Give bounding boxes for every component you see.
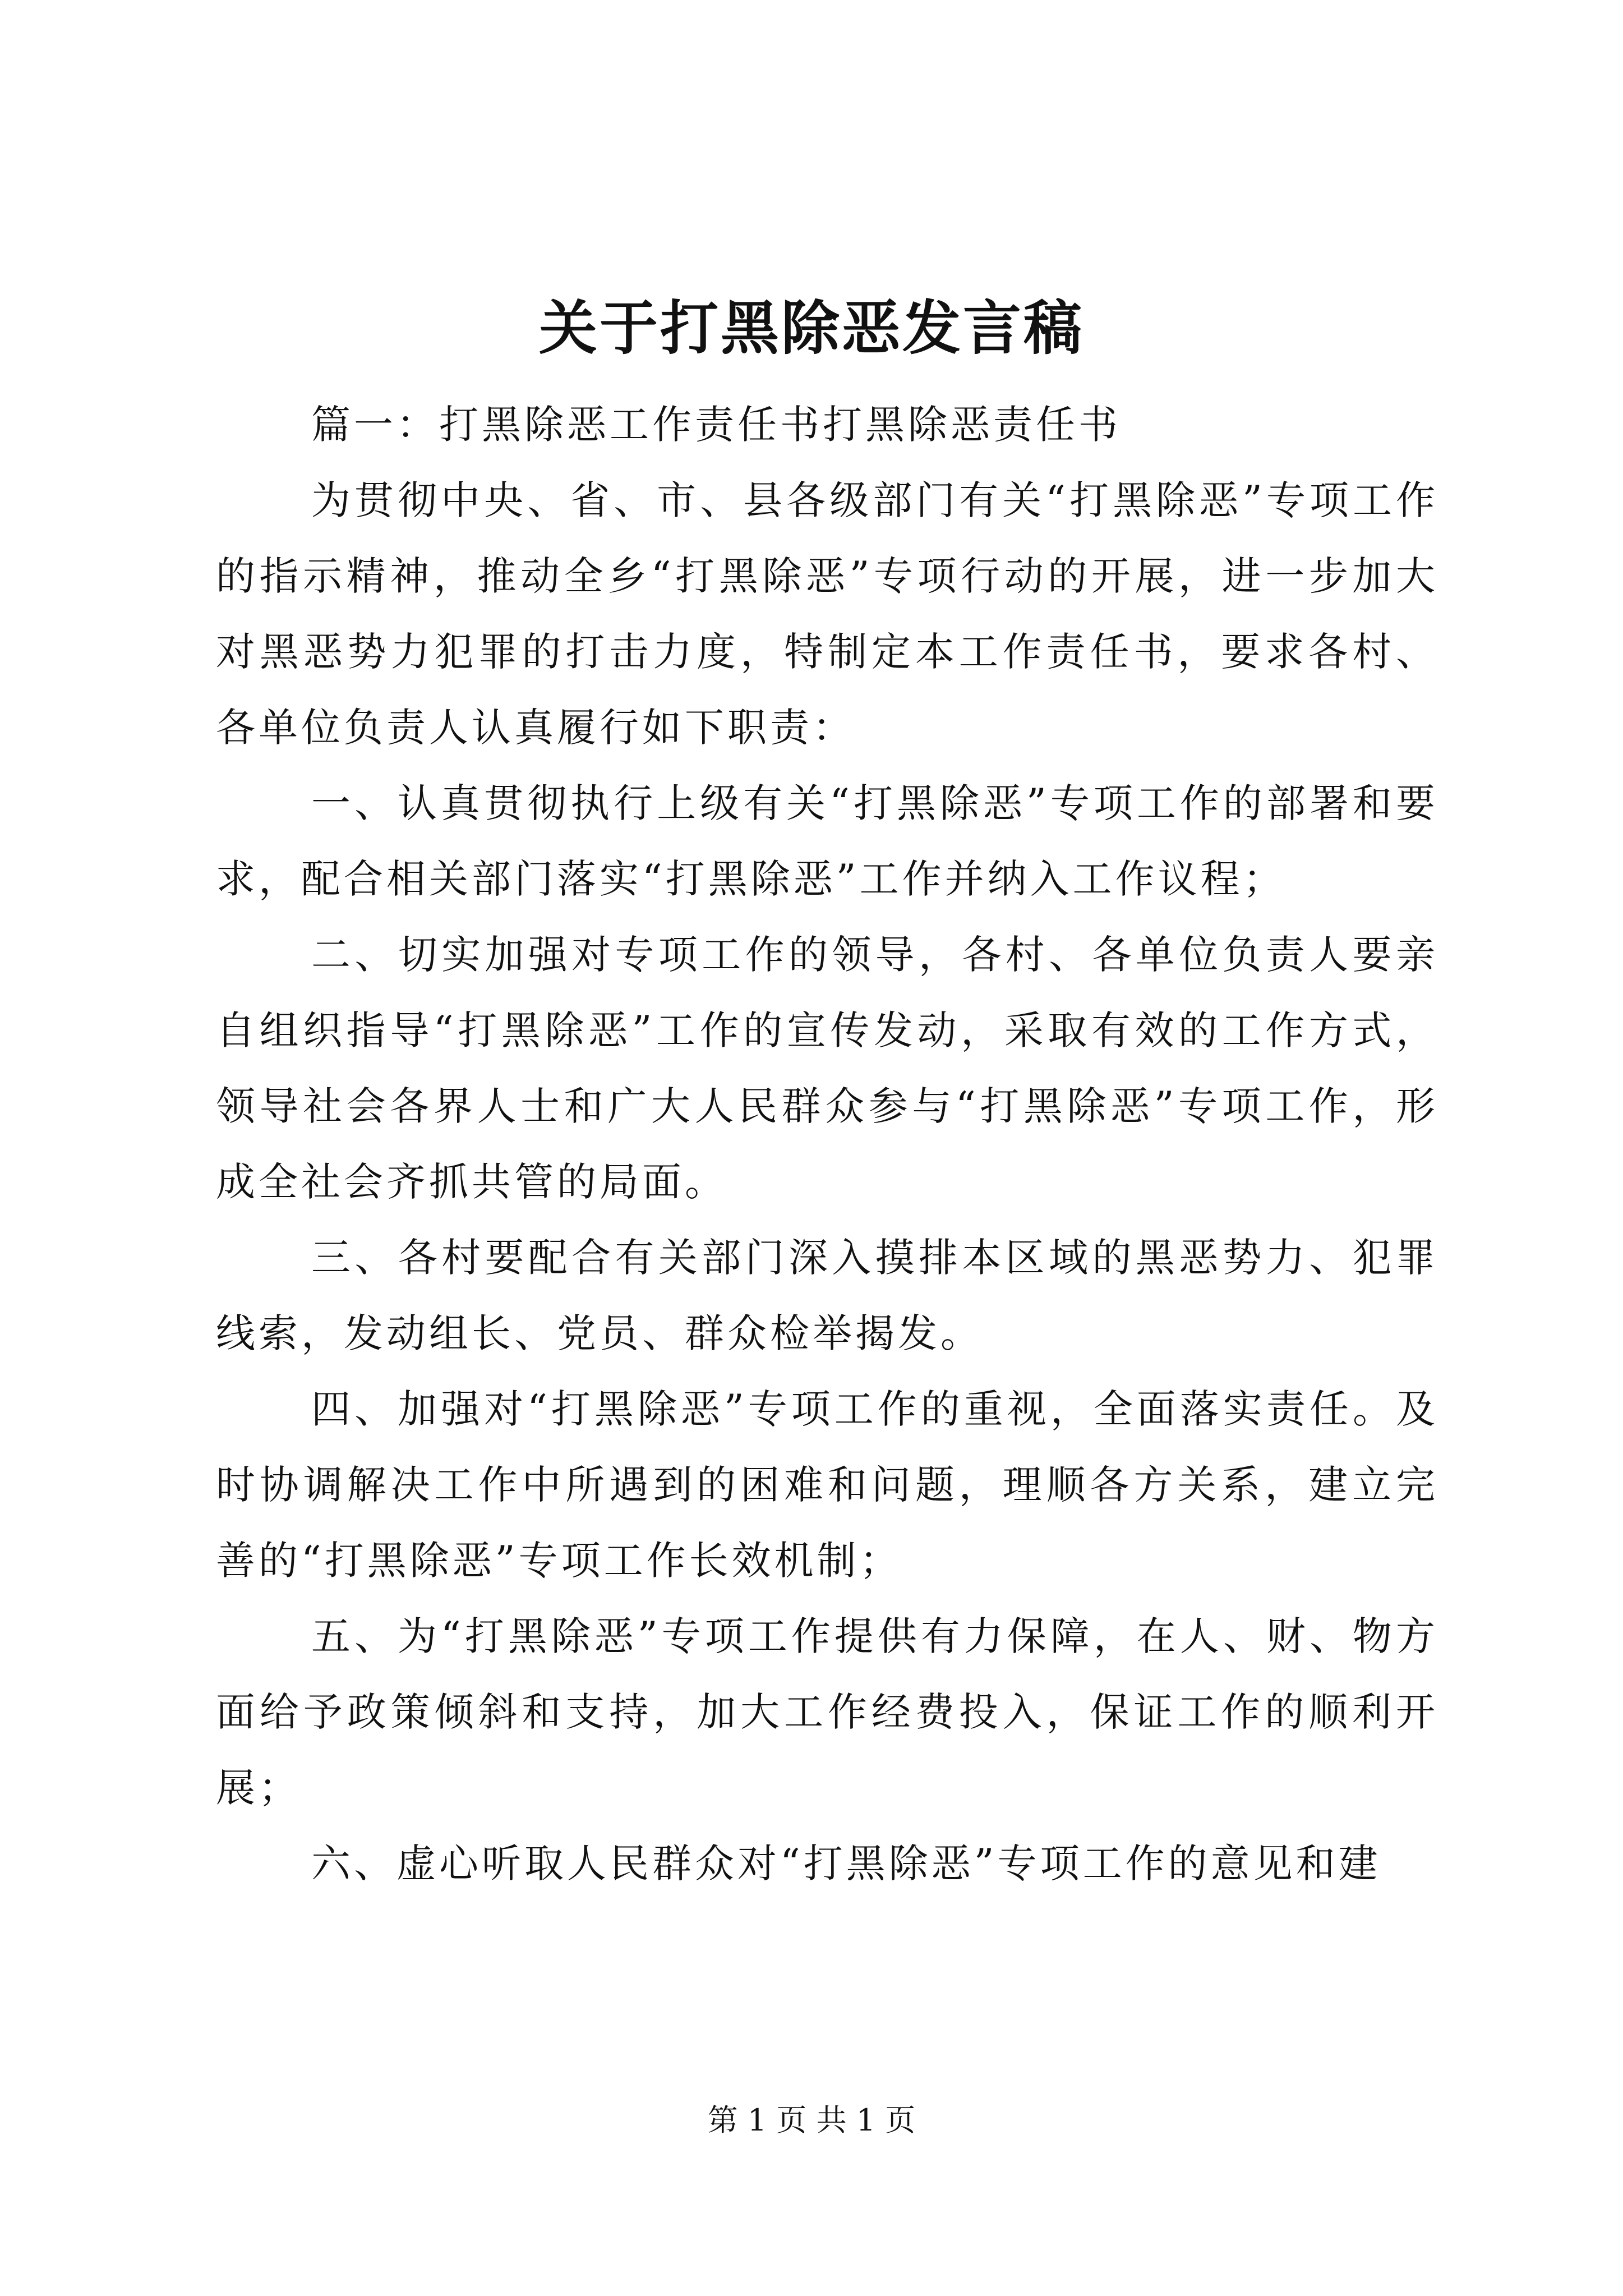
paragraph-item-5: 五、为“打黑除恶”专项工作提供有力保障，在人、财、物方面给予政策倾斜和支持，加大工作经费投入，保证工作的顺利开展； xyxy=(216,1613,1438,1811)
paragraph-section-heading: 篇一：打黑除恶工作责任书打黑除恶责任书 xyxy=(311,402,1121,448)
paragraph-intro: 为贯彻中央、省、市、县各级部门有关“打黑除恶”专项工作的指示精神，推动全乡“打黑除恶”专项行动的开展，进一步加大对黑恶势力犯罪的打击力度，特制定本工作责任书，要求各村、各单位负责人认真履行如下职责： xyxy=(216,477,1438,751)
paragraph-item-3: 三、各村要配合有关部门深入摸排本区域的黑恶势力、犯罪线索，发动组长、党员、群众检举揭发。 xyxy=(216,1235,1438,1356)
paragraph-item-1: 一、认真贯彻执行上级有关“打黑除恶”专项工作的部署和要求，配合相关部门落实“打黑除恶”工作并纳入工作议程； xyxy=(216,780,1438,902)
document-body xyxy=(216,387,1438,1902)
document-title: 关于打黑除恶发言稿 xyxy=(538,293,1084,362)
paragraph-item-6: 六、虚心听取人民群众对“打黑除恶”专项工作的意见和建 xyxy=(311,1841,1381,1887)
page-footer: 第 1 页 共 1 页 xyxy=(707,2102,916,2138)
paragraph-item-2: 二、切实加强对专项工作的领导，各村、各单位负责人要亲自组织指导“打黑除恶”工作的宣传发动，采取有效的工作方式，领导社会各界人士和广大人民群众参与“打黑除恶”专项工作，形成全社会齐抓共管的局面。 xyxy=(216,932,1438,1205)
paragraph-item-4: 四、加强对“打黑除恶”专项工作的重视，全面落实责任。及时协调解决工作中所遇到的困难和问题，理顺各方关系，建立完善的“打黑除恶”专项工作长效机制； xyxy=(216,1386,1438,1584)
